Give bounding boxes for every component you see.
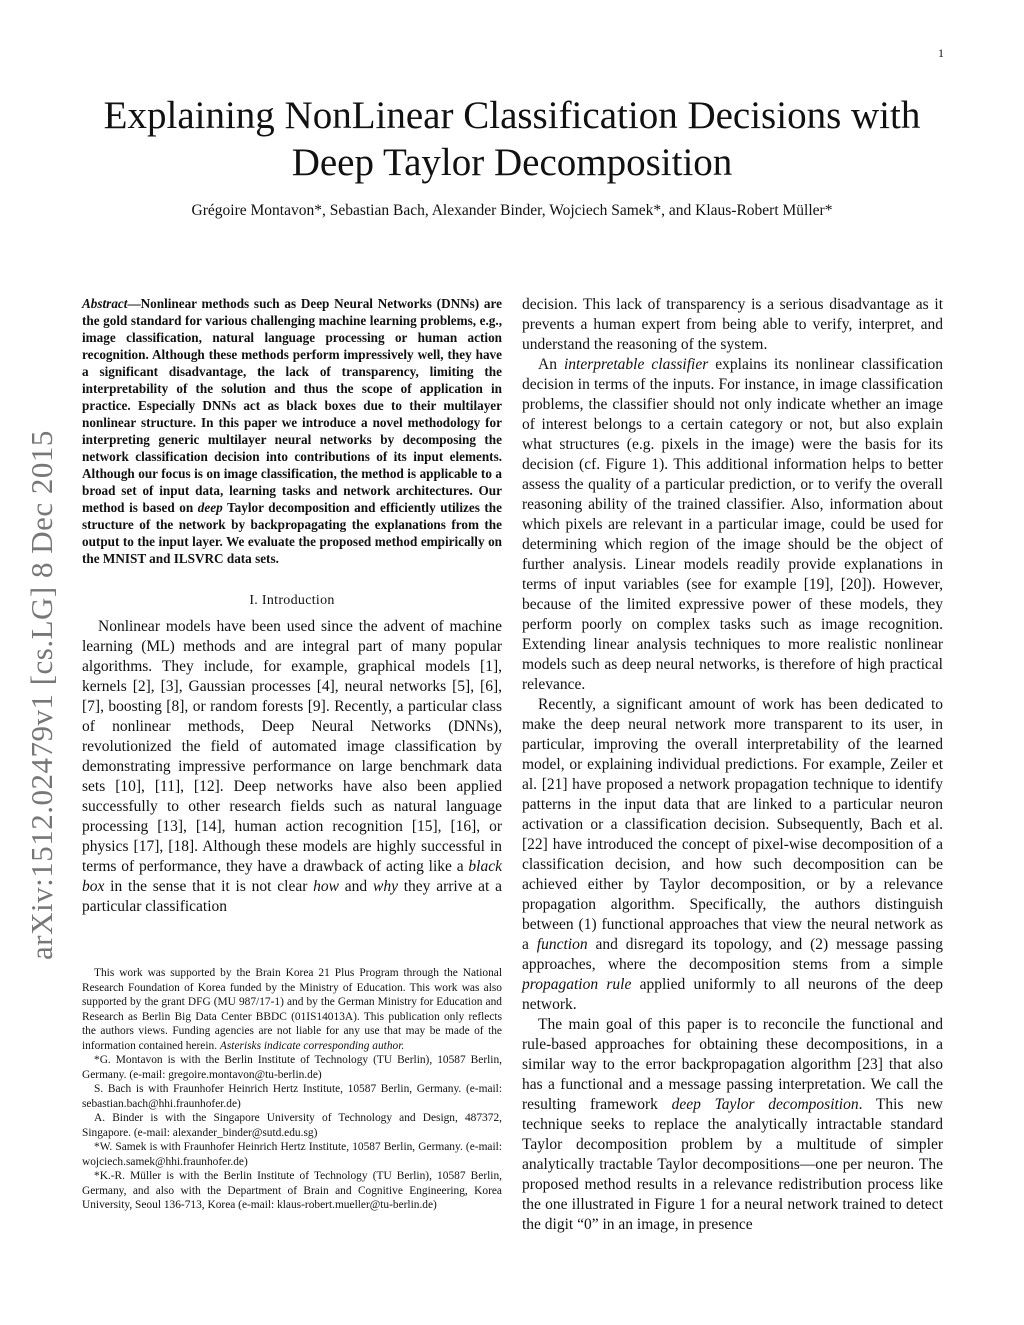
intro-p1-em-black-box: black box [82,858,502,895]
left-column [82,295,502,917]
right-paragraph-interpretable [522,355,943,695]
right-paragraph-recently [522,695,943,1015]
right-p4-em: deep Taylor decomposition [671,1096,859,1113]
footnote-samek: *W. Samek is with Fraunhofer Heinrich Hertz Institute, 10587 Berlin, Germany. (e-mail: wojciech.samek@hhi.fraunhofer.de) [82,1141,502,1168]
right-p3-em-function: function [536,936,588,953]
abstract-label: Abstract [82,296,128,311]
title-line-2: Deep Taylor Decomposition [291,141,733,184]
abstract-text-b: Taylor decomposition and efficiently utilizes the structure of the network by backpropagating the explanations from the output to the input layer. We evaluate the proposed method empirically on the MNIST and ILSVRC data sets. [82,500,502,566]
footnotes [82,966,502,1213]
intro-p1-text-a: Nonlinear models have been used since the advent of machine learning (ML) methods and are integral part of many popular algorithms. They include, for example, graphical models [1], kernels [2], [3], Gaussian processes [4], neural networks [5], [6], [7], boosting [8], or random forests [9]. Recently, a particular class of nonlinear methods, Deep Neural Networks (DNNs), revolutionized the field of automated image classification by demonstrating impressive performance on large benchmark data sets [10], [11], [12]. Deep networks have also been applied successfully to other research fields such as natural language processing [13], [14], human action recognition [15], [16], or physics [17], [18]. Although these models are highly successful in terms of performance, they have a drawback of acting like a [82,618,502,875]
right-column [522,295,943,1235]
right-p3-text-c: applied uniformly to all neurons of the deep network. [522,976,943,1013]
right-p2-text-b: explains its nonlinear classification decision in terms of the inputs. For instance, in image classification problems, the classifier should not only indicate whether an image of interest belongs to a certain category or not, but also explain what structures (e.g. pixels in the image) were the basis for its decision (cf. Figure 1). This additional information helps to better assess the quality of a particular prediction, or to verify the overall reasoning ability of the trained classifier. Also, information about which pixels are relevant in a particular image, could be used for determining which region of the image should be the object of further analysis. Linear models readily provide explanations in terms of input variables (see for example [19], [20]). However, because of the limited expressive power of these models, they perform poorly on complex tasks such as image recognition. Extending linear analysis techniques to more realistic nonlinear models such as deep neural networks, is therefore of high practical relevance. [522,356,944,693]
footnote-binder: A. Binder is with the Singapore University of Technology and Design, 487372, Singapore. (e-mail: alexander_binder@sutd.edu.sg) [82,1112,502,1139]
abstract-text-a: —Nonlinear methods such as Deep Neural Networks (DNNs) are the gold standard for various challenging machine learning problems, e.g., image classification, natural language processing or human action recognition. Although these methods perform impressively well, they have a significant disadvantage, the lack of transparency, limiting the interpretability of the solution and thus the scope of application in practice. Especially DNNs act as black boxes due to their multilayer nonlinear structure. In this paper we introduce a novel methodology for interpreting generic multilayer neural networks by decomposing the network classification decision into contributions of its input elements. Although our focus is on image classification, the method is applicable to a broad set of input data, learning tasks and network architectures. Our method is based on [82,296,502,515]
title-line-1: Explaining NonLinear Classification Decisions with [103,94,921,137]
footnote-funding [82,966,502,1053]
right-p4-text-b: . This new technique seeks to replace the analytically intractable standard Taylor decomposition problem by a multitude of simpler analytically tractable Taylor decompositions—one per neuron. The proposed method results in a relevance redistribution process like the one illustrated in Figure 1 for a neural network trained to detect the digit “0” in an image, in presence [522,1096,943,1233]
abstract [82,295,502,567]
right-paragraph-continuation: decision. This lack of transparency is a serious disadvantage as it prevents a human expert from being able to verify, interpret, and understand the reasoning of the system. [522,296,943,353]
intro-p1-text-d: they arrive at a particular classification [82,878,502,915]
right-p3-em-propagation-rule: propagation rule [522,976,632,993]
intro-paragraph-1 [82,617,502,917]
footnote-bach: S. Bach is with Fraunhofer Heinrich Hertz Institute, 10587 Berlin, Germany. (e-mail: sebastian.bach@hhi.fraunhofer.de) [82,1083,502,1110]
intro-p1-em-why: why [372,878,398,895]
intro-p1-em-how: how [313,878,340,895]
arxiv-identifier: arXiv:1512.02479v1 [cs.LG] 8 Dec 2015 [24,430,59,960]
author-list: Grégoire Montavon*, Sebastian Bach, Alexander Binder, Wojciech Samek*, and Klaus-Robert Müller* [191,202,833,219]
abstract-em-deep: deep [197,500,223,515]
intro-p1-text-b: in the sense that it is not clear [104,878,314,895]
right-p4-text-a: The main goal of this paper is to reconcile the functional and rule-based approaches for obtaining these decompositions, in a similar way to the error backpropagation algorithm [23] that also has a functional and a message passing interpretation. We call the resulting framework [522,1016,943,1113]
footnote-funding-text: This work was supported by the Brain Korea 21 Plus Program through the National Research Foundation of Korea funded by the Ministry of Education. This work was also supported by the grant DFG (MU 987/17-1) and by the German Ministry for Education and Research as Berlin Big Data Center BBDC (01IS14013A). This publication only reflects the authors views. Funding agencies are not liable for any use that may be made of the information contained herein. [82,967,502,1052]
footnote-montavon: *G. Montavon is with the Berlin Institute of Technology (TU Berlin), 10587 Berlin, Germany. (e-mail: gregoire.montavon@tu-berlin.de) [82,1054,502,1081]
right-p3-text-b: and disregard its topology, and (2) message passing approaches, where the decomposition stems from a simple [522,936,943,973]
page-number: 1 [938,46,944,60]
intro-p1-text-c: and [339,878,373,895]
right-p2-em: interpretable classifier [564,356,709,373]
right-p2-text-a: An [538,356,564,373]
right-paragraph-main-goal [522,1015,943,1235]
paper-title [60,92,964,186]
right-p3-text-a: Recently, a significant amount of work has been dedicated to make the deep neural network more transparent to its user, in particular, improving the overall interpretability of the learned model, or explaining individual predictions. For example, Zeiler et al. [21] have proposed a network propagation technique to identify patterns in the input data that are linked to a particular neuron activation or a classification decision. Subsequently, Bach et al. [22] have introduced the concept of pixel-wise decomposition of a classification decision, and how such decomposition can be achieved either by Taylor decomposition, or by a relevance propagation algorithm. Specifically, the authors distinguish between (1) functional approaches that view the neural network as a [522,696,943,953]
section-heading-introduction: I. Introduction [249,593,335,608]
footnote-asterisk-note: Asterisks indicate corresponding author. [219,1039,405,1052]
footnote-mueller: *K.-R. Müller is with the Berlin Institute of Technology (TU Berlin), 10587 Berlin, Germany, and also with the Department of Brain and Cognitive Engineering, Korea University, Seoul 136-713, Korea (e-mail: klaus-robert.mueller@tu-berlin.de) [82,1170,502,1211]
